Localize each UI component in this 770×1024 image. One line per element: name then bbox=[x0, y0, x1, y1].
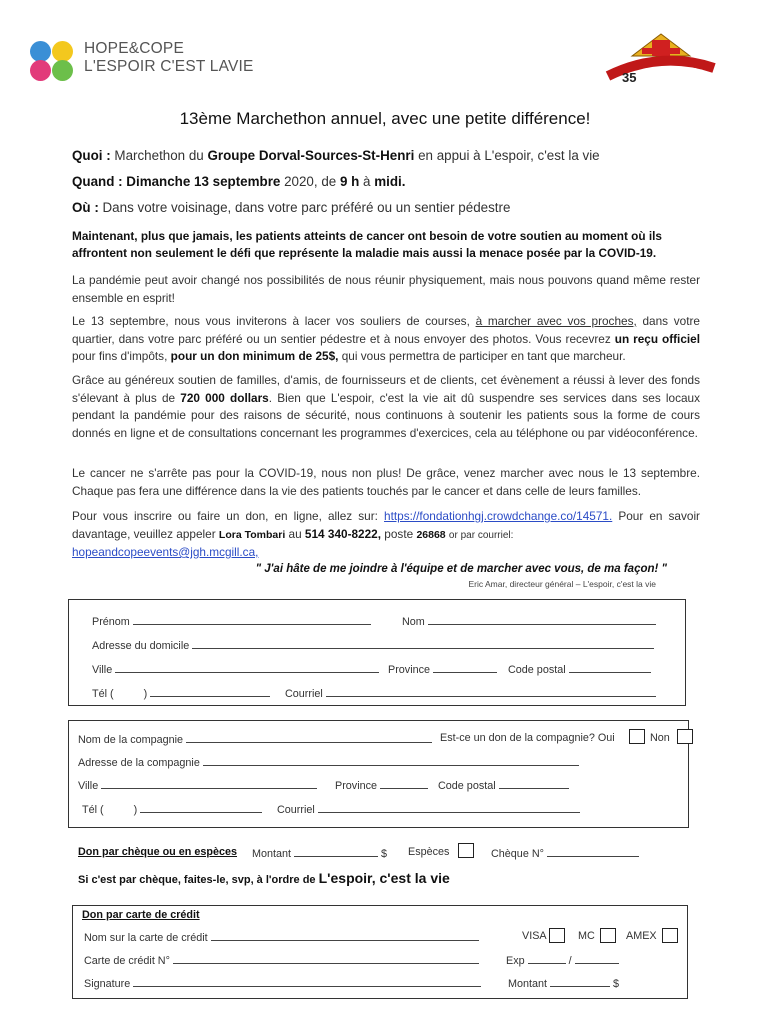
brand-line-2: L'ESPOIR C'EST LAVIE bbox=[84, 58, 254, 75]
non-label: Non bbox=[650, 732, 670, 744]
code-postal-field[interactable]: Code postal bbox=[508, 662, 651, 676]
contact-email-link[interactable]: hopeandcopeevents@jgh.mcgill.ca, bbox=[72, 545, 259, 559]
page-title: 13ème Marchethon annuel, avec une petite différence! bbox=[179, 109, 591, 128]
especes-checkbox[interactable] bbox=[458, 843, 474, 858]
especes-label: Espèces bbox=[408, 846, 450, 858]
numero-carte-field[interactable]: Carte de crédit N° bbox=[84, 953, 479, 967]
visa-label: VISA bbox=[522, 930, 547, 942]
cheque-note: Si c'est par chèque, faites-le, svp, à l'ordre de L'espoir, c'est la vie bbox=[78, 870, 450, 886]
quoi-line: Quoi : Marchethon du Groupe Dorval-Sources-St-Henri en appui à L'espoir, c'est la vie bbox=[72, 148, 600, 163]
oui-checkbox[interactable] bbox=[629, 729, 645, 744]
badge-label: 35e anniversaire bbox=[644, 67, 704, 76]
ou-line: Où : Dans votre voisinage, dans votre parc préféré ou un sentier pédestre bbox=[72, 200, 511, 215]
company-province-field[interactable]: Province bbox=[335, 778, 428, 792]
mc-checkbox[interactable] bbox=[600, 928, 616, 943]
courriel-field[interactable]: Courriel bbox=[285, 686, 656, 700]
hope-cope-logo-icon bbox=[30, 41, 76, 81]
province-field[interactable]: Province bbox=[388, 662, 497, 676]
mc-label: MC bbox=[578, 930, 595, 942]
company-courriel-field[interactable]: Courriel bbox=[277, 802, 580, 816]
quote-author: Eric Amar, directeur général – L'espoir, c'est la vie bbox=[468, 579, 656, 589]
visa-checkbox[interactable] bbox=[549, 928, 565, 943]
expiration-field[interactable]: Exp / bbox=[506, 953, 619, 967]
quote: " J'ai hâte de me joindre à l'équipe et de marcher avec vous, de ma façon! " bbox=[255, 563, 667, 575]
company-ville-field[interactable]: Ville bbox=[78, 778, 317, 792]
compagnie-field[interactable]: Nom de la compagnie bbox=[78, 732, 432, 746]
carte-title: Don par carte de crédit bbox=[82, 909, 200, 921]
don-cheque-title: Don par chèque ou en espèces bbox=[78, 846, 238, 858]
paragraph-2: Le 13 septembre, nous vous inviterons à lacer vos souliers de courses, à marcher avec vos proches, dans votre quartier, dans votre parc préféré ou un sentier pédestre et à nous envoyer des photos. Vous recevrez un reçu officiel pour fins d'impôts, pour un don minimum de 25$, qui vous permettra de participer en tant que marcheur. bbox=[72, 314, 701, 363]
ville-field[interactable]: Ville bbox=[92, 662, 379, 676]
signature-field[interactable]: Signature bbox=[84, 976, 481, 990]
prenom-field[interactable]: Prénom bbox=[92, 614, 371, 628]
brand-line-1: HOPE&COPE bbox=[84, 40, 184, 57]
donation-url-link[interactable]: https://fondationhgj.crowdchange.co/14571. bbox=[384, 509, 613, 523]
company-code-postal-field[interactable]: Code postal bbox=[438, 778, 569, 792]
brand-name bbox=[84, 40, 254, 76]
paragraph-3: Grâce au généreux soutien de familles, d'amis, de fournisseurs et de clients, cet évènement a réussi à lever des fonds s'élevant à plus de 720 000 dollars. Bien que L'espoir, c'est la vie ait dû suspendre ses services dans ses locaux pendant la pandémie pour des raisons de sécurité, nous continuons à soutenir les patients sous la forme de cours donnés en ligne et de consultations concernant les programmes d'exercices, cela au téléphone ou par vidéoconférence. bbox=[72, 373, 701, 440]
quand-line: Quand : Dimanche 13 septembre 2020, de 9 h à midi. bbox=[72, 174, 406, 189]
company-donation-question: Est-ce un don de la compagnie? Oui bbox=[440, 732, 615, 744]
anniversary-badge-icon bbox=[602, 28, 720, 84]
paragraph-4: Le cancer ne s'arrête pas pour la COVID-19, nous non plus! De grâce, venez marcher avec nous le 13 septembre. Chaque pas fera une différence dans la vie des patients touchés par le cancer et dans celle de leurs familles. bbox=[72, 466, 700, 498]
adresse-compagnie-field[interactable]: Adresse de la compagnie bbox=[78, 755, 579, 769]
paragraph-5: Pour vous inscrire ou faire un don, en ligne, allez sur: https://fondationhgj.crowdchange.co/14571. Pour en savoir davantage, veuillez appeler Lora Tombari au 514 340-8222, poste 26868 or par courriel: hopeandcopeevents@jgh.mcgill.ca, bbox=[72, 509, 700, 559]
cheque-number-field[interactable]: Chèque N° bbox=[491, 846, 639, 860]
nom-carte-field[interactable]: Nom sur la carte de crédit bbox=[84, 930, 479, 944]
company-telephone-field[interactable]: Tél ( ) bbox=[82, 802, 262, 816]
non-checkbox[interactable] bbox=[677, 729, 693, 744]
svg-text:35: 35 bbox=[622, 70, 637, 84]
amex-checkbox[interactable] bbox=[662, 928, 678, 943]
amex-label: AMEX bbox=[626, 930, 657, 942]
nom-field[interactable]: Nom bbox=[402, 614, 656, 628]
montant-field[interactable]: Montant $ bbox=[252, 848, 388, 860]
paragraph-1: La pandémie peut avoir changé nos possibilités de nous réunir physiquement, mais nous pouvons quand même rester ensemble en esprit! bbox=[72, 273, 700, 305]
alert-paragraph: Maintenant, plus que jamais, les patients atteints de cancer ont besoin de votre soutien au moment où ils affrontent non seulement le défi que représente la maladie mais aussi la menace posée par la COVID-19. bbox=[72, 229, 662, 260]
carte-montant-field[interactable]: Montant $ bbox=[508, 978, 620, 990]
telephone-field[interactable]: Tél ( ) bbox=[92, 686, 270, 700]
adresse-domicile-field[interactable]: Adresse du domicile bbox=[92, 638, 654, 652]
